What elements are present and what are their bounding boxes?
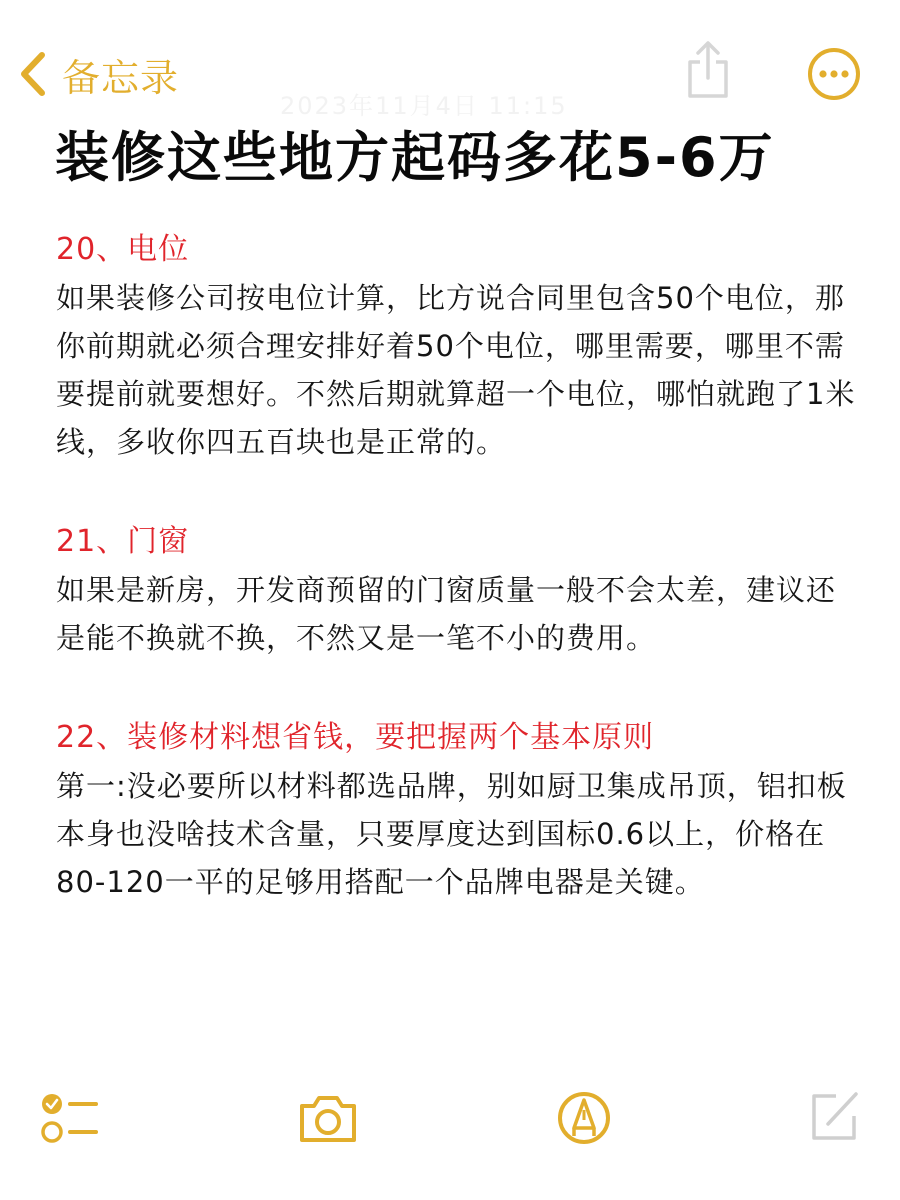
pen-markup-icon xyxy=(556,1088,612,1148)
share-button[interactable] xyxy=(684,40,732,104)
compose-icon xyxy=(806,1088,862,1144)
note-title: 装修这些地方起码多花5-6万 xyxy=(55,126,775,189)
chevron-left-icon xyxy=(18,51,48,97)
camera-icon xyxy=(296,1090,360,1146)
share-icon xyxy=(684,40,732,100)
note-date: 2023年11月4日 11:15 xyxy=(280,92,568,120)
bottom-toolbar xyxy=(0,1080,900,1160)
section-text: 如果装修公司按电位计算，比方说合同里包含50个电位，那你前期就必须合理安排好着50个电位，哪里需要，哪里不需要提前就要想好。不然后期就算超一个电位，哪怕就跑了1米线，多收你四五百块也是正常的。 xyxy=(56,281,856,459)
camera-button[interactable] xyxy=(296,1090,360,1150)
back-button[interactable] xyxy=(18,46,179,102)
section-heading: 22、装修材料想省钱，要把握两个基本原则 xyxy=(56,720,655,755)
checklist-button[interactable] xyxy=(40,1090,100,1150)
more-button[interactable] xyxy=(806,46,862,106)
more-icon xyxy=(806,46,862,102)
note-body[interactable] xyxy=(56,226,856,906)
section-text: 如果是新房，开发商预留的门窗质量一般不会太差，建议还是能不换就不换，不然又是一笔不小的费用。 xyxy=(56,573,837,655)
compose-button[interactable] xyxy=(806,1088,862,1148)
checklist-icon xyxy=(40,1090,100,1146)
markup-button[interactable] xyxy=(556,1088,612,1152)
navigation-bar xyxy=(0,0,900,120)
section-heading: 21、门窗 xyxy=(56,524,190,559)
section-heading: 20、电位 xyxy=(56,232,190,267)
section-text: 第一:没必要所以材料都选品牌，别如厨卫集成吊顶，铝扣板本身也没啥技术含量，只要厚度达到国标0.6以上，价格在80-120一平的足够用搭配一个品牌电器是关键。 xyxy=(56,769,847,899)
back-label: 备忘录 xyxy=(62,55,180,100)
